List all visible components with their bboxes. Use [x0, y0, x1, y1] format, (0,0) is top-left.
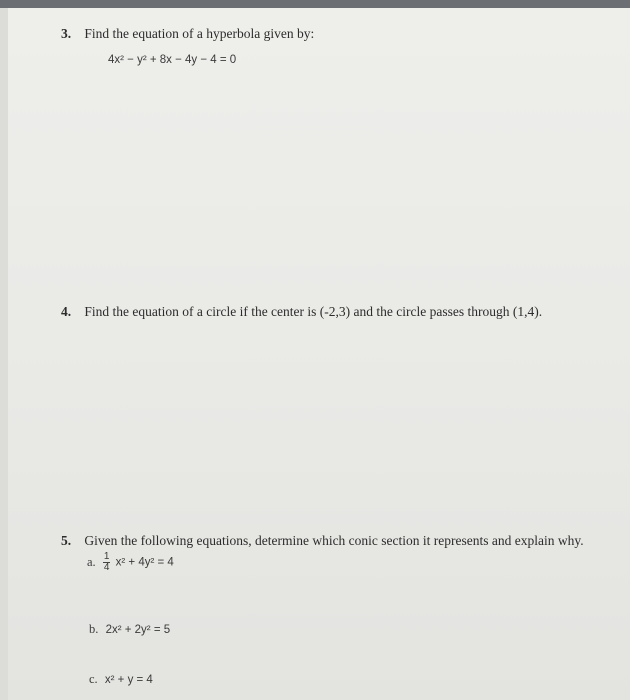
question-5c [89, 672, 153, 687]
question-4 [61, 304, 542, 320]
question-3 [61, 26, 314, 42]
fraction-numerator: 1 [103, 551, 110, 562]
question-4-number: 4. [61, 304, 72, 319]
question-5-number: 5. [61, 533, 72, 548]
fraction-denominator: 4 [103, 562, 110, 573]
question-5-prompt: Given the following equations, determine which conic section it represents and explain why. [84, 533, 584, 548]
question-5c-equation: x² + y = 4 [104, 674, 153, 686]
question-5 [61, 533, 584, 549]
question-5a-equation: x² + 4y² = 4 [115, 556, 174, 569]
question-3-prompt: Find the equation of a hyperbola given by: [84, 26, 315, 41]
question-3-number: 3. [61, 26, 72, 41]
question-5c-label: c. [89, 672, 98, 686]
question-4-prompt: Find the equation of a circle if the center is (-2,3) and the circle passes through (1,4). [84, 304, 543, 319]
question-5a-label: a. [87, 554, 96, 569]
question-5a [87, 552, 174, 573]
question-5b-label: b. [89, 622, 99, 636]
question-5b-equation: 2x² + 2y² = 5 [105, 624, 171, 636]
top-edge [0, 0, 630, 8]
worksheet-page [8, 8, 630, 700]
question-5a-fraction [103, 552, 111, 573]
question-3-equation: 4x² − y² + 8x − 4y − 4 = 0 [108, 54, 237, 66]
question-5b [89, 622, 170, 637]
